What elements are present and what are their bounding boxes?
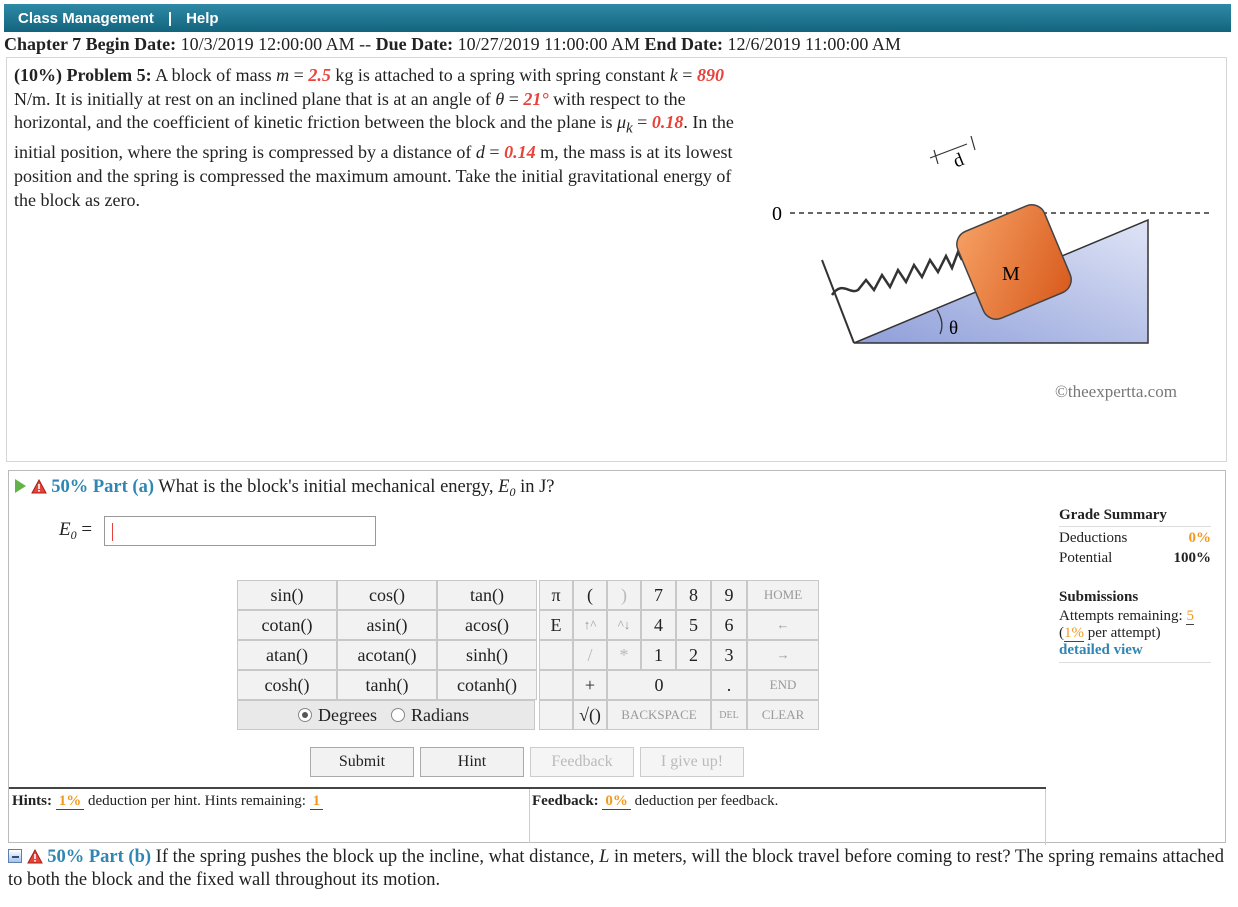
tanh-key[interactable]: tanh() [337, 670, 437, 700]
degrees-label: Degrees [318, 704, 377, 725]
digit-5-key[interactable]: 5 [676, 610, 711, 640]
part-a-question: What is the block's initial mechanical energy, [158, 477, 494, 497]
angle-label: θ [949, 318, 959, 339]
digit-9-key[interactable]: 9 [711, 580, 747, 610]
deductions-label: Deductions [1059, 530, 1128, 546]
per-attempt-text: per attempt) [1087, 625, 1161, 641]
grade-summary-title: Grade Summary [1059, 507, 1211, 527]
digit-2-key[interactable]: 2 [676, 640, 711, 670]
angle-symbol: θ [495, 88, 505, 109]
degrees-radio[interactable] [298, 708, 312, 722]
blank-key [539, 700, 573, 730]
copyright-text: ©theexpertta.com [1055, 382, 1177, 401]
friction-value: 0.18 [651, 112, 684, 133]
wall-line [822, 260, 854, 343]
top-nav-bar [4, 4, 1231, 32]
equals-sign: = [293, 65, 304, 85]
per-attempt-deduction: 1% [1064, 625, 1084, 641]
mass-symbol: m [276, 65, 290, 85]
part-b-panel [8, 846, 1226, 892]
due-date: 10/27/2019 11:00:00 AM [457, 34, 641, 54]
part-b-question-end: in meters, will the block travel before coming to rest? The spring remains attached to both the block and the fixed wall throughout its motion. [8, 847, 1224, 890]
nav-separator: | [167, 9, 173, 27]
up-key[interactable]: ↑^ [573, 610, 607, 640]
cotanh-key[interactable]: cotanh() [437, 670, 537, 700]
date-dash: -- [359, 34, 372, 54]
spring [832, 252, 962, 295]
backspace-key[interactable]: BACKSPACE [607, 700, 711, 730]
mass-value: 2.5 [308, 65, 331, 85]
end-key[interactable]: END [747, 670, 819, 700]
acotan-key[interactable]: acotan() [337, 640, 437, 670]
cosh-key[interactable]: cosh() [237, 670, 337, 700]
deductions-row [1059, 527, 1211, 547]
equals-sign: = [682, 65, 693, 85]
acos-key[interactable]: acos() [437, 610, 537, 640]
part-a-question-end: in J? [520, 477, 555, 497]
end-date: 12/6/2019 11:00:00 AM [727, 34, 901, 54]
feedback-info [529, 789, 1046, 843]
hints-remaining: 1 [310, 793, 324, 810]
atan-key[interactable]: atan() [237, 640, 337, 670]
hints-label: Hints: [12, 793, 53, 809]
hint-deduction: 1% [56, 793, 85, 810]
e-glyph: E [498, 477, 510, 497]
tan-key[interactable]: tan() [437, 580, 537, 610]
submissions-title: Submissions [1059, 589, 1139, 605]
cotan-key[interactable]: cotan() [237, 610, 337, 640]
sqrt-key[interactable]: √() [573, 700, 607, 730]
divide-key[interactable]: / [573, 640, 607, 670]
mu-glyph: μ [616, 112, 626, 133]
decimal-key[interactable]: . [711, 670, 747, 700]
end-date-label: End Date: [644, 34, 724, 54]
hints-feedback-row [9, 787, 1046, 843]
part-a-percent: 50% [51, 477, 89, 497]
attempts-label: Attempts remaining: [1059, 608, 1183, 624]
part-a-title [15, 477, 555, 500]
help-link[interactable]: Help [186, 9, 219, 27]
close-paren-key[interactable]: ) [607, 580, 641, 610]
equals-sign: = [508, 88, 519, 109]
part-b-name: Part (b) [88, 847, 152, 867]
deductions-value: 0% [1188, 530, 1211, 546]
angle-value: 21° [523, 88, 549, 109]
distance-symbol: d [475, 142, 485, 163]
e-glyph: E [59, 519, 71, 540]
warning-icon [27, 849, 43, 864]
answer-equals: = [81, 519, 93, 540]
asin-key[interactable]: asin() [337, 610, 437, 640]
multiply-key[interactable]: * [607, 640, 641, 670]
incline-spring-figure [762, 120, 1222, 380]
right-arrow-key[interactable]: → [747, 640, 819, 670]
d-label: d [950, 149, 967, 173]
mass-label: M [1002, 263, 1020, 285]
left-arrow-key[interactable]: ← [747, 610, 819, 640]
begin-date-label: Chapter 7 Begin Date: [4, 34, 177, 54]
sin-key[interactable]: sin() [237, 580, 337, 610]
part-a-panel [8, 470, 1226, 843]
feedback-button[interactable]: Feedback [530, 747, 634, 777]
problem-text-segment: . In the initial position, where the spring is compressed by a distance of [14, 112, 734, 163]
problem-label: Problem 5: [66, 65, 152, 85]
problem-weight: (10%) [14, 65, 62, 85]
home-key[interactable]: HOME [747, 580, 819, 610]
digit-3-key[interactable]: 3 [711, 640, 747, 670]
open-paren-key[interactable]: ( [573, 580, 607, 610]
problem-statement-box [6, 57, 1227, 462]
per-attempt-row [1059, 625, 1211, 642]
submit-button[interactable]: Submit [310, 747, 414, 777]
angle-mode-row [237, 700, 535, 730]
grade-summary [1059, 507, 1211, 567]
answer-input[interactable] [104, 516, 376, 546]
distance-l-symbol: L [599, 847, 610, 867]
delete-key[interactable]: DEL [711, 700, 747, 730]
detailed-view-link[interactable]: detailed view [1059, 642, 1143, 658]
digit-7-key[interactable]: 7 [641, 580, 676, 610]
digit-0-key[interactable]: 0 [607, 670, 711, 700]
e-subscript: 0 [509, 485, 516, 499]
part-b-question: If the spring pushes the block up the incline, what distance, [155, 847, 595, 867]
d-tick-left [934, 150, 938, 164]
hint-button[interactable]: Hint [420, 747, 524, 777]
d-tick-right [971, 136, 975, 150]
pi-key[interactable]: π [539, 580, 573, 610]
spring-constant-symbol: k [669, 65, 678, 85]
blank-key [539, 640, 573, 670]
spring-constant-value: 890 [696, 65, 724, 85]
friction-symbol [616, 112, 633, 137]
plus-key[interactable]: + [573, 670, 607, 700]
calculator-keypad [237, 580, 819, 730]
hints-text: deduction per hint. Hints remaining: [88, 793, 306, 809]
radians-radio[interactable] [391, 708, 405, 722]
digit-1-key[interactable]: 1 [641, 640, 676, 670]
sinh-key[interactable]: sinh() [437, 640, 537, 670]
e0-symbol [498, 477, 515, 497]
feedback-deduction: 0% [602, 793, 631, 810]
potential-value: 100% [1173, 550, 1211, 566]
feedback-text: deduction per feedback. [634, 793, 779, 809]
radians-label: Radians [410, 704, 469, 725]
cos-key[interactable]: cos() [337, 580, 437, 610]
chapter-dates [4, 34, 901, 55]
problem-text-segment: with respect to the horizontal, and the coefficient of kinetic friction between the block and the plane is [14, 88, 686, 133]
answer-label [59, 519, 92, 543]
attempts-row [1059, 608, 1211, 625]
text-caret [112, 523, 113, 541]
begin-date: 10/3/2019 12:00:00 AM [180, 34, 355, 54]
potential-label: Potential [1059, 550, 1113, 566]
problem-text-segment: kg is attached to a spring with spring constant [335, 65, 666, 85]
class-management-link[interactable]: Class Management [18, 9, 154, 27]
equals-sign: = [637, 112, 648, 133]
part-a-name: Part (a) [92, 477, 154, 497]
expand-triangle-icon[interactable] [15, 479, 26, 493]
problem-text-segment: A block of mass [155, 65, 272, 85]
blank-key [539, 670, 573, 700]
attempts-remaining: 5 [1186, 608, 1194, 624]
potential-row [1059, 547, 1211, 567]
zero-label: 0 [772, 203, 782, 225]
give-up-button[interactable]: I give up! [640, 747, 744, 777]
due-date-label: Due Date: [375, 34, 454, 54]
digit-4-key[interactable]: 4 [641, 610, 676, 640]
problem-text-segment: N/m. It is initially at rest on an inclined plane that is at an angle of [14, 88, 491, 109]
clear-key[interactable]: CLEAR [747, 700, 819, 730]
digit-8-key[interactable]: 8 [676, 580, 711, 610]
feedback-label: Feedback: [532, 793, 599, 809]
digit-6-key[interactable]: 6 [711, 610, 747, 640]
problem-text-segment: m, the mass is at its lowest position and the spring is compressed the maximum amount. Take the initial gravitational energy of the block as zero. [14, 142, 733, 210]
problem-text [14, 64, 754, 212]
down-key[interactable]: ^↓ [607, 610, 641, 640]
equals-sign: = [489, 142, 500, 163]
distance-value: 0.14 [504, 142, 536, 163]
e-subscript: 0 [70, 528, 77, 542]
warning-icon [31, 479, 47, 494]
mu-subscript: k [626, 120, 633, 137]
paren-open: ( [1059, 625, 1064, 641]
hints-info [12, 793, 323, 810]
collapse-icon[interactable] [8, 849, 22, 863]
part-b-percent: 50% [47, 847, 85, 867]
e-key[interactable]: E [539, 610, 573, 640]
submissions-panel [1059, 589, 1211, 663]
